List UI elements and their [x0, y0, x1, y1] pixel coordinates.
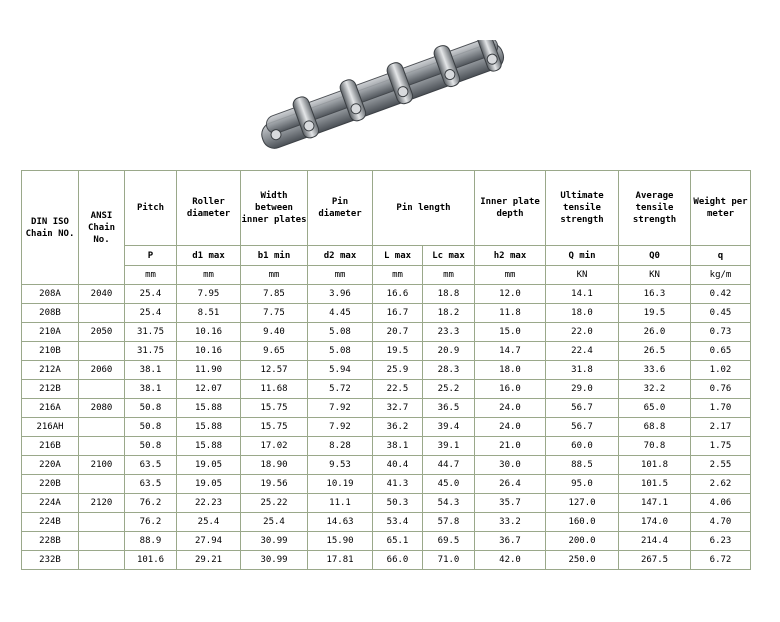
table-body [22, 285, 751, 570]
table-cell: 21.0 [475, 437, 546, 456]
table-cell: 95.0 [546, 475, 619, 494]
table-cell: 101.6 [125, 551, 177, 570]
table-cell: 200.0 [546, 532, 619, 551]
table-cell: 160.0 [546, 513, 619, 532]
table-cell: 5.08 [308, 323, 373, 342]
header-inner-plate: Inner plate depth [475, 171, 546, 246]
table-cell: 232B [22, 551, 79, 570]
table-cell: 70.8 [619, 437, 691, 456]
table-cell: 210A [22, 323, 79, 342]
table-cell: 15.88 [177, 437, 241, 456]
table-cell: 212B [22, 380, 79, 399]
table-cell [79, 513, 125, 532]
table-cell: 44.7 [423, 456, 475, 475]
table-cell: 26.4 [475, 475, 546, 494]
table-row [22, 380, 751, 399]
roller-chain-image [255, 40, 515, 150]
table-cell: 45.0 [423, 475, 475, 494]
table-cell: 18.8 [423, 285, 475, 304]
table-cell: 60.0 [546, 437, 619, 456]
table-row [22, 532, 751, 551]
table-cell: 50.8 [125, 399, 177, 418]
table-cell: 27.94 [177, 532, 241, 551]
table-cell: 76.2 [125, 494, 177, 513]
table-cell: 33.2 [475, 513, 546, 532]
unit-cell: KN [546, 266, 619, 285]
table-cell: 41.3 [373, 475, 423, 494]
table-cell: 18.0 [546, 304, 619, 323]
table-cell: 5.94 [308, 361, 373, 380]
table-cell: 32.2 [619, 380, 691, 399]
table-row [22, 342, 751, 361]
header-ultimate: Ultimate tensile strength [546, 171, 619, 246]
table-cell: 0.42 [691, 285, 751, 304]
table-cell: 18.2 [423, 304, 475, 323]
table-cell: 25.9 [373, 361, 423, 380]
table-cell: 101.5 [619, 475, 691, 494]
table-cell: 224A [22, 494, 79, 513]
table-cell: 2040 [79, 285, 125, 304]
table-cell: 2050 [79, 323, 125, 342]
table-cell: 9.40 [241, 323, 308, 342]
table-cell: 36.2 [373, 418, 423, 437]
unit-cell: kg/m [691, 266, 751, 285]
table-cell: 4.06 [691, 494, 751, 513]
table-cell: 22.0 [546, 323, 619, 342]
table-cell: 31.8 [546, 361, 619, 380]
symbol-cell: b1 min [241, 246, 308, 266]
chain-spec-table [21, 170, 751, 570]
table-cell: 10.19 [308, 475, 373, 494]
table-cell: 250.0 [546, 551, 619, 570]
table-cell: 1.70 [691, 399, 751, 418]
table-cell: 224B [22, 513, 79, 532]
header-weight: Weight per meter [691, 171, 751, 246]
table-cell: 63.5 [125, 475, 177, 494]
table-cell: 22.5 [373, 380, 423, 399]
table-cell: 56.7 [546, 399, 619, 418]
table-cell: 29.21 [177, 551, 241, 570]
table-cell: 19.5 [619, 304, 691, 323]
table-row [22, 323, 751, 342]
table-cell: 2.55 [691, 456, 751, 475]
table-cell: 19.05 [177, 456, 241, 475]
table-cell [79, 304, 125, 323]
table-cell: 7.92 [308, 399, 373, 418]
table-cell: 40.4 [373, 456, 423, 475]
table-cell: 24.0 [475, 399, 546, 418]
table-cell: 19.05 [177, 475, 241, 494]
table-cell: 23.3 [423, 323, 475, 342]
table-cell: 7.95 [177, 285, 241, 304]
unit-cell: mm [373, 266, 423, 285]
table-cell: 210B [22, 342, 79, 361]
table-cell: 15.90 [308, 532, 373, 551]
table-cell: 147.1 [619, 494, 691, 513]
table-cell: 16.3 [619, 285, 691, 304]
table-cell [79, 551, 125, 570]
table-cell: 25.4 [177, 513, 241, 532]
table-cell: 208B [22, 304, 79, 323]
table-cell: 31.75 [125, 323, 177, 342]
table-cell: 14.7 [475, 342, 546, 361]
table-cell: 8.51 [177, 304, 241, 323]
table-cell: 2.17 [691, 418, 751, 437]
table-cell [79, 437, 125, 456]
table-cell: 2100 [79, 456, 125, 475]
table-cell [79, 380, 125, 399]
header-pin-length: Pin length [373, 171, 475, 246]
header-roller: Roller diameter [177, 171, 241, 246]
table-cell: 39.1 [423, 437, 475, 456]
symbol-cell: P [125, 246, 177, 266]
table-cell: 88.5 [546, 456, 619, 475]
table-cell: 68.8 [619, 418, 691, 437]
table-cell: 76.2 [125, 513, 177, 532]
table-cell: 8.28 [308, 437, 373, 456]
table-cell: 220A [22, 456, 79, 475]
table-cell: 69.5 [423, 532, 475, 551]
table-cell: 214.4 [619, 532, 691, 551]
table-cell [79, 475, 125, 494]
table-row [22, 361, 751, 380]
table-cell: 2.62 [691, 475, 751, 494]
table-cell: 17.81 [308, 551, 373, 570]
symbol-cell: Q min [546, 246, 619, 266]
table-row [22, 456, 751, 475]
table-cell: 101.8 [619, 456, 691, 475]
table-cell: 88.9 [125, 532, 177, 551]
table-cell: 25.4 [241, 513, 308, 532]
table-cell: 66.0 [373, 551, 423, 570]
symbol-cell: Lc max [423, 246, 475, 266]
header-ansi: ANSI Chain No. [79, 171, 125, 285]
table-cell: 10.16 [177, 323, 241, 342]
symbol-cell: Q0 [619, 246, 691, 266]
unit-cell: mm [241, 266, 308, 285]
unit-cell: mm [475, 266, 546, 285]
table-cell: 6.72 [691, 551, 751, 570]
table-cell: 25.4 [125, 285, 177, 304]
table-cell: 12.07 [177, 380, 241, 399]
table-cell: 228B [22, 532, 79, 551]
table-cell: 14.63 [308, 513, 373, 532]
table-cell: 0.76 [691, 380, 751, 399]
table-cell: 25.22 [241, 494, 308, 513]
table-cell: 267.5 [619, 551, 691, 570]
table-cell: 42.0 [475, 551, 546, 570]
table-cell: 6.23 [691, 532, 751, 551]
table-cell: 19.5 [373, 342, 423, 361]
header-pin-diameter: Pin diameter [308, 171, 373, 246]
table-row [22, 285, 751, 304]
table-cell: 31.75 [125, 342, 177, 361]
table-cell: 0.73 [691, 323, 751, 342]
symbol-cell: q [691, 246, 751, 266]
table-cell: 12.0 [475, 285, 546, 304]
table-row [22, 551, 751, 570]
table-cell: 71.0 [423, 551, 475, 570]
table-cell: 16.0 [475, 380, 546, 399]
table-cell: 53.4 [373, 513, 423, 532]
table-cell: 2080 [79, 399, 125, 418]
table-cell: 5.72 [308, 380, 373, 399]
table-cell: 127.0 [546, 494, 619, 513]
table-cell: 216AH [22, 418, 79, 437]
table-cell: 32.7 [373, 399, 423, 418]
table-cell: 65.1 [373, 532, 423, 551]
table-cell: 65.0 [619, 399, 691, 418]
table-cell: 50.8 [125, 437, 177, 456]
table-cell: 14.1 [546, 285, 619, 304]
header-pitch: Pitch [125, 171, 177, 246]
table-cell: 7.92 [308, 418, 373, 437]
table-cell: 7.85 [241, 285, 308, 304]
table-cell: 30.99 [241, 532, 308, 551]
table-cell: 22.23 [177, 494, 241, 513]
table-cell: 11.90 [177, 361, 241, 380]
header-width: Width between inner plates [241, 171, 308, 246]
table-cell: 5.08 [308, 342, 373, 361]
table-cell: 29.0 [546, 380, 619, 399]
unit-cell: mm [308, 266, 373, 285]
table-row [22, 513, 751, 532]
unit-cell: mm [125, 266, 177, 285]
table-cell: 50.3 [373, 494, 423, 513]
table-cell: 15.0 [475, 323, 546, 342]
table-cell: 16.7 [373, 304, 423, 323]
table-cell: 16.6 [373, 285, 423, 304]
table-cell: 33.6 [619, 361, 691, 380]
table-cell: 18.90 [241, 456, 308, 475]
table-cell: 22.4 [546, 342, 619, 361]
table-cell: 30.99 [241, 551, 308, 570]
table-cell: 216A [22, 399, 79, 418]
unit-cell: KN [619, 266, 691, 285]
table-row [22, 437, 751, 456]
table-cell: 208A [22, 285, 79, 304]
table-cell: 54.3 [423, 494, 475, 513]
table-cell: 10.16 [177, 342, 241, 361]
table-cell: 1.75 [691, 437, 751, 456]
table-cell: 12.57 [241, 361, 308, 380]
table-cell: 216B [22, 437, 79, 456]
table-cell: 20.7 [373, 323, 423, 342]
table-cell: 4.70 [691, 513, 751, 532]
table-cell: 7.75 [241, 304, 308, 323]
unit-cell: mm [177, 266, 241, 285]
table-cell: 0.45 [691, 304, 751, 323]
table-cell: 36.5 [423, 399, 475, 418]
table-row [22, 494, 751, 513]
table-cell: 36.7 [475, 532, 546, 551]
table-cell: 25.4 [125, 304, 177, 323]
table-row [22, 304, 751, 323]
unit-cell: mm [423, 266, 475, 285]
symbol-cell: L max [373, 246, 423, 266]
table-cell: 17.02 [241, 437, 308, 456]
symbol-cell: d2 max [308, 246, 373, 266]
symbol-cell: d1 max [177, 246, 241, 266]
table-cell: 24.0 [475, 418, 546, 437]
table-cell: 9.65 [241, 342, 308, 361]
table-cell: 174.0 [619, 513, 691, 532]
table-cell: 11.68 [241, 380, 308, 399]
table-cell: 50.8 [125, 418, 177, 437]
table-cell: 2060 [79, 361, 125, 380]
table-cell: 212A [22, 361, 79, 380]
table-cell: 28.3 [423, 361, 475, 380]
table-cell: 1.02 [691, 361, 751, 380]
table-cell: 19.56 [241, 475, 308, 494]
table-cell: 9.53 [308, 456, 373, 475]
table-row [22, 418, 751, 437]
table-cell: 39.4 [423, 418, 475, 437]
table-cell: 0.65 [691, 342, 751, 361]
table-cell: 18.0 [475, 361, 546, 380]
table-cell: 20.9 [423, 342, 475, 361]
table-cell: 3.96 [308, 285, 373, 304]
table-cell: 57.8 [423, 513, 475, 532]
table-cell: 220B [22, 475, 79, 494]
table-cell: 11.1 [308, 494, 373, 513]
table-cell: 38.1 [373, 437, 423, 456]
symbol-cell: h2 max [475, 246, 546, 266]
table-cell: 15.88 [177, 418, 241, 437]
table-cell: 35.7 [475, 494, 546, 513]
table-cell: 15.88 [177, 399, 241, 418]
table-row [22, 399, 751, 418]
table-cell: 2120 [79, 494, 125, 513]
header-average: Average tensile strength [619, 171, 691, 246]
table-cell: 15.75 [241, 399, 308, 418]
table-cell: 26.0 [619, 323, 691, 342]
table-cell: 25.2 [423, 380, 475, 399]
header-din: DIN ISO Chain NO. [22, 171, 79, 285]
table-cell: 38.1 [125, 380, 177, 399]
table-cell [79, 418, 125, 437]
table-cell [79, 532, 125, 551]
table-cell: 11.8 [475, 304, 546, 323]
table-cell: 4.45 [308, 304, 373, 323]
table-cell: 30.0 [475, 456, 546, 475]
table-cell: 56.7 [546, 418, 619, 437]
table-cell: 63.5 [125, 456, 177, 475]
table-cell: 26.5 [619, 342, 691, 361]
table-cell [79, 342, 125, 361]
table-row [22, 475, 751, 494]
table-cell: 15.75 [241, 418, 308, 437]
table-cell: 38.1 [125, 361, 177, 380]
